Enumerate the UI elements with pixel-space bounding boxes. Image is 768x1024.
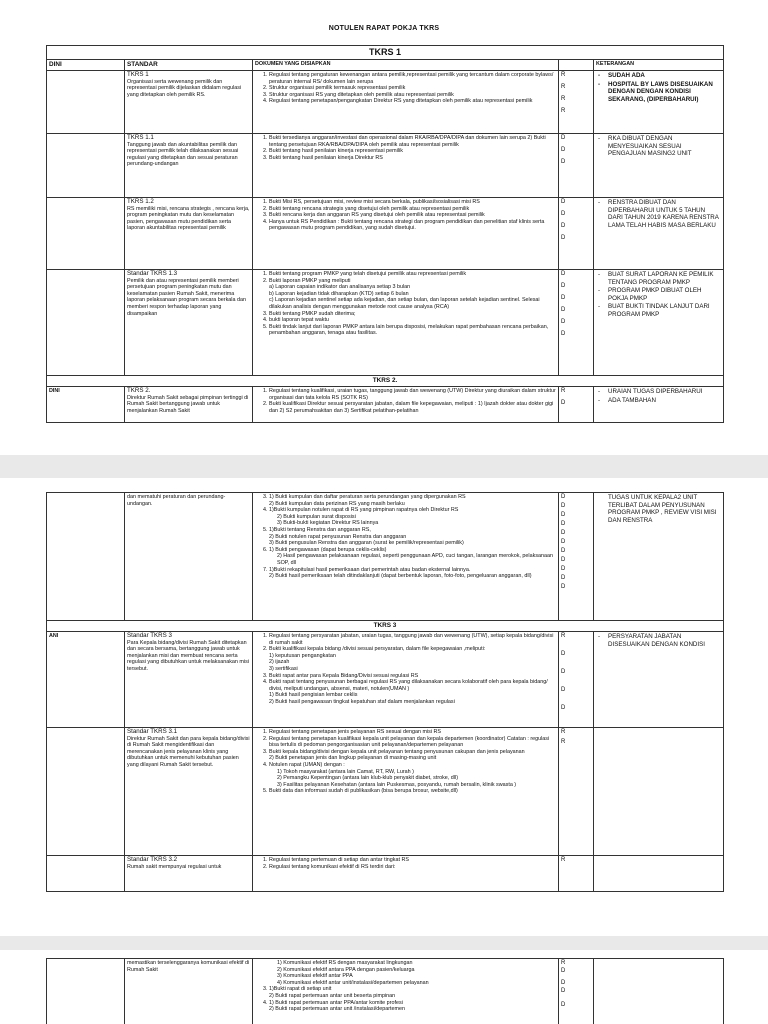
keterangan-cell — [594, 198, 724, 270]
pic-cell — [47, 856, 125, 892]
document-title: NOTULEN RAPAT POKJA TKRS — [328, 25, 440, 32]
code-cell — [559, 959, 594, 1024]
doc-subitem: 2) Komunikasi efektif antara PPA dengan pasien/keluarga — [277, 966, 415, 973]
standar-cell — [125, 198, 253, 270]
code-mark: R — [561, 633, 566, 639]
code-mark: D — [561, 575, 566, 581]
doc-item: 2. Regulasi tentang komunikasi efektif di RS terdiri dari: — [269, 864, 556, 871]
code-mark: D — [561, 557, 566, 563]
doc-item: 1. Bukti tersedianya anggaran/investasi dan operasional dalam RKA/RBA/DPA/DIPA dan dokumen lain serupa 2) Bukti tentang persetujuan RKA/RBA/DPA/DIPA oleh pemilik atau representasi pemilik — [269, 135, 556, 148]
standar-cell — [125, 71, 253, 134]
pokja-table-page-2 — [46, 492, 724, 892]
doc-item: 1. Regulasi tentang persyaratan jabatan, uraian tugas, tanggung jawab dan wewenang (UTW), setiap kepala bidang/divisi di rumah sakit — [269, 633, 556, 646]
code-mark: R — [561, 96, 566, 102]
code-cell — [559, 270, 594, 376]
doc-subitem: 2) Bukti hasil pemeriksaan telah ditindaklanjuti (dapat berbentuk laporan, foto-foto, pengeluaran anggaran, dll) — [269, 573, 532, 580]
pic-cell: ANI — [47, 632, 125, 728]
doc-item-text: 1) Bukti kumpulan dan daftar peraturan serta perundangan yang dipergunakan RS — [269, 494, 466, 500]
doc-item: 1. Regulasi tentang penetapan jenis pelayanan RS sesuai dengan misi RS — [269, 729, 556, 736]
keterangan-note: - BUAT SURAT LAPORAN KE PEMILIK TENTANG PROGRAM PMKP — [608, 271, 721, 286]
keterangan-note: - RENSTRA DIBUAT DAN DIPERBAHARUI UNTUK 5 TAHUN DARI TAHUN 2019 KARENA RENSTRA LAMA TELAH HABIS MASA BERLAKU — [608, 199, 721, 229]
doc-item: 3. Bukti rencana kerja dan anggaran RS yang disetujui oleh pemilik atau representasi pemilik — [269, 212, 556, 219]
doc-item: 3. Bukti rapat antar para Kepala Bidang/Divisi sesuai regulasi RS — [269, 673, 556, 680]
doc-item — [269, 986, 556, 999]
keterangan-note: - SUDAH ADA — [608, 72, 721, 80]
section-header-tkrs2 — [47, 376, 724, 387]
code-cell — [559, 856, 594, 892]
dokumen-cell — [253, 387, 559, 423]
code-mark: D — [561, 494, 566, 500]
doc-subitem: 2) Pemangku Kepentingan (antara lain klub-klub penyakit diabet, stroke, dll) — [277, 775, 458, 782]
standar-cell — [125, 632, 253, 728]
code-mark: D — [561, 512, 566, 518]
standar-cell — [125, 493, 253, 621]
keterangan-note: - PROGRAM PMKP DIBUAT OLEH POKJA PMKP — [608, 287, 721, 302]
dokumen-cell — [253, 71, 559, 134]
dokumen-cell — [253, 728, 559, 856]
code-mark: R — [561, 960, 566, 966]
doc-item — [269, 527, 556, 547]
doc-item-text: 1)Bukti kumpulan notulen rapat di RS yang pimpinan rapatnya oleh Direktur RS — [269, 507, 459, 514]
doc-subitem: 2) Bukti hasil pengawasan tingkat kepatuhan staf dalam menjalankan regulasi — [269, 698, 455, 705]
doc-item: 3. Struktur organisasi RS yang ditetapkan oleh pemilik atau representasi pemilik — [269, 92, 556, 99]
code-mark: D — [561, 147, 566, 153]
doc-item: 1. Bukti tentang program PMKP yang telah disetujui pemilik atau representasi pemilik — [269, 271, 556, 278]
doc-subitem: 2) Bukti rapat pertemuan antar unit /instalasi/departemen — [269, 1006, 406, 1013]
doc-item — [269, 762, 556, 788]
pic-cell — [47, 71, 125, 134]
header-pic: DINI — [47, 60, 125, 71]
dokumen-cell — [253, 856, 559, 892]
code-mark: D — [561, 199, 566, 205]
doc-subitem: 2) Bukti kumpulan data perizinan RS yang masih berlaku — [269, 500, 405, 507]
code-mark: D — [561, 1002, 566, 1008]
code-cell — [559, 632, 594, 728]
doc-subitem: 2) Bukti rapat pertemuan antar unit beserta pimpinan — [269, 992, 396, 999]
doc-item — [269, 547, 556, 567]
doc-item: 2. Regulasi tentang penetapan kualifikasi kepala unit pelayanan dan kepala departemen (koordinator) Catatan : regulasi bisa tertulis di pedoman pengorganisasian unit pelayanan/departemen pelayanan — [269, 736, 556, 749]
standar-cell — [125, 856, 253, 892]
doc-item — [269, 1000, 556, 1013]
doc-item — [269, 567, 556, 580]
pokja-table-page-3 — [46, 958, 724, 1024]
standar-title: Standar TKRS 3.1 — [127, 728, 178, 735]
keterangan-cell — [594, 959, 724, 1024]
doc-subitem: a) Laporan capaian indikator dan analisanya setiap 3 bulan — [269, 284, 411, 291]
code-mark: D — [561, 687, 566, 693]
code-mark: R — [561, 739, 566, 745]
code-mark: R — [561, 72, 566, 78]
table-row — [47, 959, 724, 1024]
doc-item: 1. Regulasi tentang pertemuan di setiap dan antar tingkat RS — [269, 857, 556, 864]
dokumen-cell — [253, 198, 559, 270]
doc-item-text: Bukti kualifikasi kepala bidang /divisi sesuai persyaratan, dalam file kepegawaian ,meliputi: — [269, 646, 486, 653]
dokumen-cell — [253, 493, 559, 621]
standar-title: TKRS 1.1 — [127, 134, 154, 141]
doc-item-text: 1)Bukti tentang Renstra dan anggaran RS, — [269, 526, 371, 533]
table-row — [47, 270, 724, 376]
code-cell — [559, 198, 594, 270]
code-mark: D — [561, 548, 566, 554]
standar-cell — [125, 728, 253, 856]
table-row — [47, 632, 724, 728]
table-row — [47, 493, 724, 621]
code-mark: R — [561, 729, 566, 735]
header-dokumen: DOKUMEN YANG DISIAPKAN — [253, 60, 559, 71]
doc-item: 4. Regulasi tentang penetapan/pengangkatan Direktur RS yang ditetapkan oleh pemilik atau representasi pemilik — [269, 98, 556, 105]
pic-cell — [47, 959, 125, 1024]
doc-item — [269, 494, 556, 507]
keterangan-cell — [594, 71, 724, 134]
doc-item-text: Bukti kepala bidang/divisi dengan kepala unit pelayanan tentang penyusunan cakupan dan jenis pelayanan — [269, 748, 525, 755]
doc-item — [269, 679, 556, 705]
standar-text: Direktur Rumah Sakit sebagai pimpinan tertinggi di Rumah Sakit bertanggung jawab untuk menjalankan Rumah Sakit — [127, 394, 249, 414]
code-mark: D — [561, 211, 566, 217]
doc-subitem: 2) Bukti kumpulan surat disposisi — [277, 513, 356, 520]
doc-item: 5. Bukti data dan informasi sudah di publikasikan (bisa berupa brosur, website,dll) — [269, 788, 556, 795]
keterangan-note: - RKA DIBUAT DENGAN MENYESUAIKAN SESUAI PENGAJUAN MASING2 UNIT — [608, 135, 721, 158]
keterangan-note: - PERSYARATAN JABATAN DISESUAIKAN DENGAN KONDISI — [608, 633, 721, 648]
doc-item: 1. Regulasi tentang kualifikasi, uraian tugas, tanggung jawab dan wewenang (UTW) Direktur yang diuraikan dalam struktur organisasi dan tata kelola RS (SOTK RS) — [269, 388, 556, 401]
keterangan-note: TUGAS UNTUK KEPALA2 UNIT TERLIBAT DALAM PENYUSUNAN PROGRAM PMKP , REVIEW VISI MISI DAN RENSTRA — [608, 494, 717, 524]
standar-text: dan mematuhi peraturan dan perundang-undangan. — [127, 494, 226, 507]
doc-item — [269, 646, 556, 672]
code-mark: D — [561, 980, 566, 986]
keterangan-note: - BUAT BUKTI TINDAK LANJUT DARI PROGRAM PMKP — [608, 303, 721, 318]
code-cell — [559, 493, 594, 621]
code-mark: D — [561, 705, 566, 711]
table-row — [47, 856, 724, 892]
pic-cell — [47, 270, 125, 376]
keterangan-cell — [594, 270, 724, 376]
code-mark: D — [561, 295, 566, 301]
section-header-tkrs1 — [47, 46, 724, 60]
doc-item-text: 1)Bukti rapat di setiap unit — [269, 986, 332, 993]
table-row — [47, 198, 724, 270]
standar-text: Direktur Rumah Sakit dan para kepala bidang/divisi di Rumah Sakit mengidentifikasi dan merencanakan jenis pelayanan klinis yang dibutuhkan untuk memenuhi kebutuhan pasien yang dilayani Rumah Sakit tersebut. — [127, 735, 250, 768]
standar-cell — [125, 270, 253, 376]
header-keterangan: KETERANGAN — [594, 60, 724, 71]
page-3 — [0, 950, 768, 1024]
doc-subitem: 2) Bukti notulen rapat penyusunan Renstra dan anggaran — [269, 533, 407, 540]
doc-item-text: Bukti laporan PMKP yang meliputi — [269, 277, 351, 284]
code-mark: D — [561, 135, 566, 141]
section-title: TKRS 2. — [47, 376, 724, 387]
doc-item-text: Bukti rapat tentang penyusunan berbagai regulasi RS yang dilaksanakan secara kolaboratif oleh para kepala bidang/ divisi, meliputi undangan, absensi, materi, notulen(UMAN ) — [269, 679, 548, 692]
code-mark: D — [561, 669, 566, 675]
doc-subitem: 1) Komunikasi efektif RS dengan masyarakat lingkungan — [277, 960, 413, 966]
code-mark: R — [561, 388, 566, 394]
code-mark: D — [561, 400, 566, 406]
keterangan-cell — [594, 728, 724, 856]
code-mark: D — [561, 530, 566, 536]
standar-cell — [125, 959, 253, 1024]
standar-text: Pemilik dan atau representasi pemilik memberi persetujuan program peningkatan mutu dan keselamatan pasien Rumah Sakit, menerima laporan pelaksanaan program secara berkala dan memberi respon terhadap laporan yang disampaikan — [127, 277, 246, 317]
code-cell — [559, 71, 594, 134]
doc-subitem: 2) Hasil pengawasan pelaksanaan regulasi, seperti penggunaan APD, cuci tangan, larangan merokok, pelaksanaan SOP, dll — [277, 553, 554, 566]
standar-cell — [125, 387, 253, 423]
standar-title: Standar TKRS 3 — [127, 632, 172, 639]
doc-item: 5. Bukti tindak lanjut dari laporan PMKP antara lain berupa disposisi, melakukan rapat pembahasan rencana perbaikan, penambahan anggaran, tenaga atau fasilitas. — [269, 324, 556, 337]
code-mark: R — [561, 84, 566, 90]
code-mark: D — [561, 159, 566, 165]
doc-subitem: 1) keputusan pengangkatan — [269, 652, 336, 659]
page-1 — [0, 0, 768, 455]
code-cell — [559, 728, 594, 856]
doc-item — [269, 507, 556, 527]
pic-cell — [47, 728, 125, 856]
doc-item: 4. bukti laporan tepat waktu — [269, 317, 556, 324]
doc-item-text: 1) Bukti pengawasan (dapat berupa ceklis-ceklis) — [269, 546, 387, 553]
standar-text: Organisasi serta wewenang pemilik dan representasi pemilik dijelaskan didalam regulasi yang ditetapkan oleh pemilik RS. — [127, 78, 242, 98]
code-mark: D — [561, 331, 566, 337]
doc-item: 1. Regulasi tentang pengaturan kewenangan antara pemilik,representasi pemilik yang tercantum dalam corporate bylaws/ peraturan internal RS/ dokumen lain serupa — [269, 72, 556, 85]
dokumen-cell — [253, 134, 559, 198]
pic-cell — [47, 493, 125, 621]
keterangan-note: - ADA TAMBAHAN — [608, 397, 721, 405]
keterangan-note: - HOSPITAL BY LAWS DISESUAIKAN DENGAN DENGAN KONDISI SEKARANG, (DIPERBAHARUI) — [608, 81, 721, 104]
code-mark: D — [561, 235, 566, 241]
doc-subitem: 2) ijazah — [269, 659, 290, 666]
pic-cell: DINI — [47, 387, 125, 423]
standar-cell — [125, 134, 253, 198]
code-mark: R — [561, 857, 566, 863]
standar-text: memastikan terselenggaranya komunikasi efektif di Rumah Sakit — [127, 960, 250, 973]
keterangan-cell — [594, 134, 724, 198]
standar-text: Rumah sakit mempunyai regulasi untuk — [127, 863, 222, 870]
doc-subitem: 2) Bukti penetapan jenis dan lingkup pelayanan di masing-masing unit — [269, 755, 437, 762]
doc-subitem: 3) Fasilitas pelayanan Kesehatan (antara lain Puskesmas, posyandu, rumah bersalin, klinik swasta ) — [277, 781, 517, 788]
code-mark: D — [561, 988, 566, 994]
doc-item: 3. Bukti tentang hasil penilaian kinerja Direktur RS — [269, 155, 556, 162]
doc-item — [269, 278, 556, 311]
header-standar: STANDAR — [125, 60, 253, 71]
standar-title: Standar TKRS 1.3 — [127, 270, 178, 277]
keterangan-cell — [594, 493, 724, 621]
pic-cell — [47, 134, 125, 198]
standar-title: TKRS 2. — [127, 387, 151, 394]
doc-subitem: 1) Tokoh masyarakat (antara lain Camat, RT, RW, Lurah ) — [277, 768, 414, 775]
standar-text: RS memiliki misi, rencana strategis , rencana kerja, program peningkatan mutu dan keselamatan pasien, pengawasan mutu pendidikan serta laporan akuntabilitas representasi pemilik — [127, 205, 250, 232]
code-mark: D — [561, 503, 566, 509]
keterangan-note: - URAIAN TUGAS DIPERBAHARUI — [608, 388, 721, 396]
dokumen-cell — [253, 959, 559, 1024]
doc-item-text: 1) Bukti rapat pertemuan antar PPA/antar komite profesi — [269, 999, 403, 1006]
doc-subitem: 3) Komunikasi efektif antar PPA — [277, 973, 353, 980]
doc-item: 1. Bukti Misi RS, persetujuan misi, review misi secara berkala, publikasi/sosialisasi misi RS — [269, 199, 556, 206]
doc-item-text: Notulen rapat (UMAN) dengan : — [269, 761, 345, 768]
table-row — [47, 71, 724, 134]
dokumen-cell — [253, 632, 559, 728]
code-mark: D — [561, 271, 566, 277]
doc-item-text: 1)Bukti rekapitulasi hasil pemeriksaan dari pemerintah atau badan eksternal lainnya. — [269, 566, 471, 573]
doc-item: 2. Struktur organisasi pemilik termasuk representasi pemilik — [269, 85, 556, 92]
section-header-tkrs3 — [47, 621, 724, 632]
header-code — [559, 60, 594, 71]
doc-subitem: 3) Bukti-bukti kegiatan Direktur RS lainnya — [277, 520, 379, 527]
section-title: TKRS 1 — [47, 46, 724, 60]
code-mark: D — [561, 968, 566, 974]
doc-subitem: 3) Bukti pengusulan Renstra dan anggaran (surat ke pemilik/representasi pemilik) — [269, 540, 464, 547]
keterangan-cell — [594, 856, 724, 892]
table-row — [47, 387, 724, 423]
code-mark: D — [561, 539, 566, 545]
code-mark: D — [561, 283, 566, 289]
doc-subitem: b) Laporan kejadian tidak diharapkan (KTD) setiap 6 bulan — [269, 290, 409, 297]
code-mark: D — [561, 584, 566, 590]
table-header-row — [47, 60, 724, 71]
dokumen-cell — [253, 270, 559, 376]
code-mark: D — [561, 307, 566, 313]
code-mark: D — [561, 566, 566, 572]
code-mark: D — [561, 521, 566, 527]
doc-item: 4. Hanya untuk RS Pendidikan : Bukti tentang rencana strategi dan program pendidikan dan penelitian staf klinis serta pengawasan mutu program pendidikan, yang sudah disetujui. — [269, 219, 556, 232]
table-row — [47, 728, 724, 856]
table-row — [47, 134, 724, 198]
standar-title: TKRS 1.2 — [127, 198, 154, 205]
pokja-table-page-1 — [46, 45, 724, 423]
code-mark: D — [561, 319, 566, 325]
standar-text: Tanggung jawab dan akuntabilitas pemilik dan representasi pemilik telah dilaksanakan sesuai regulasi yang ditetapkan dan sesuai peraturan perundang-undangan — [127, 141, 239, 168]
doc-item: 3. Bukti tentang PMKP sudah diterima; — [269, 311, 556, 318]
keterangan-cell — [594, 632, 724, 728]
page-2 — [0, 478, 768, 936]
doc-subitem: 4) Komunikasi efektif antar unit/instalasi/departemen pelayanan — [277, 979, 429, 986]
doc-item: 2. Bukti tentang rencana strategis yang disetujui oleh pemilik atau representasi pemilik — [269, 206, 556, 213]
code-mark: D — [561, 223, 566, 229]
code-cell — [559, 134, 594, 198]
code-mark: R — [561, 108, 566, 114]
doc-subitem: 1) Bukti hasil pengisian lembar ceklis — [269, 692, 358, 699]
keterangan-cell — [594, 387, 724, 423]
doc-item: 2. Bukti kualifikasi Direktur sesuai persyaratan jabatan, dalam file kepegawaian, meliputi : 1) Ijazah dokter atau dokter gigi dan 2) S2 perumahsakitan dan 3) Sertifikat pelatihan-pelatihan — [269, 401, 556, 414]
standar-title: Standar TKRS 3.2 — [127, 856, 178, 863]
pic-cell — [47, 198, 125, 270]
doc-subitem: c) Laporan kejadian sentinel setiap ada kejadian, dan setiap bulan, dan laporan setelah kejadian sentinel. Selesai dilakukan analisis dengan menggunakan metode root cause analysa (RCA) — [269, 297, 540, 310]
section-title: TKRS 3 — [47, 621, 724, 632]
standar-text: Para Kepala bidang/divisi Rumah Sakit ditetapkan dan secara bersama, bertanggung jawab untuk menjalankan misi dan membuat rencana serta regulasi yang dibutuhkan untuk melaksanakan misi tersebut. — [127, 639, 249, 672]
doc-subitem: 3) sertifikasi — [269, 665, 298, 672]
doc-item — [269, 749, 556, 762]
standar-title: TKRS 1 — [127, 71, 149, 78]
doc-item: 2. Bukti tentang hasil penilaian kinerja representasi pemilik — [269, 148, 556, 155]
code-cell — [559, 387, 594, 423]
code-mark: D — [561, 651, 566, 657]
